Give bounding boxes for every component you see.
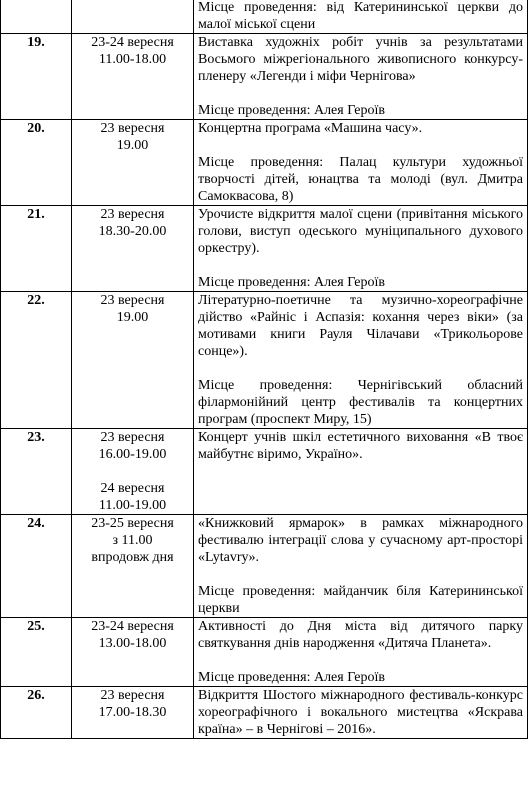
table-row bbox=[1, 206, 528, 292]
row-description bbox=[194, 120, 528, 206]
row-description bbox=[194, 206, 528, 292]
row-date bbox=[72, 120, 194, 206]
desc-paragraph: Урочисте відкриття малої сцени (привітання міського голови, виступ одеського муніципального духового оркестру). bbox=[198, 207, 523, 256]
desc-gap bbox=[198, 137, 523, 154]
time-line: 17.00-18.30 bbox=[98, 705, 167, 720]
date-line: 23 вересня bbox=[100, 430, 165, 445]
desc-gap bbox=[198, 652, 523, 669]
desc-paragraph: «Книжковий ярмарок» в рамках міжнародного фестивалю інтеграції слова у сучасному арт-просторі «Lytavry». bbox=[198, 516, 523, 565]
desc-gap bbox=[198, 257, 523, 274]
time-line: 18.30-20.00 bbox=[98, 224, 167, 239]
desc-venue: Місце проведення: Алея Героїв bbox=[198, 670, 385, 685]
desc-paragraph: Відкриття Шостого міжнародного фестиваль-конкурс хореографічного і вокального мистецтва «Яскрава країна» – в Чернігові – 2016». bbox=[198, 688, 523, 737]
date-gap bbox=[76, 463, 189, 480]
time-line: 16.00-19.00 bbox=[98, 447, 167, 462]
date-line: 23 вересня bbox=[100, 121, 165, 136]
desc-venue: Місце проведення: Алея Героїв bbox=[198, 103, 385, 118]
row-number: 22. bbox=[1, 292, 72, 429]
row-date bbox=[72, 429, 194, 515]
time-line: 13.00-18.00 bbox=[98, 636, 167, 651]
row-number: 20. bbox=[1, 120, 72, 206]
desc-gap bbox=[198, 85, 523, 102]
time-line: з 11.00 bbox=[112, 533, 153, 548]
row-number: 19. bbox=[1, 34, 72, 120]
row-description bbox=[194, 0, 528, 34]
row-date bbox=[72, 34, 194, 120]
desc-venue: Місце проведення: майданчик біля Катерининської церкви bbox=[198, 584, 523, 616]
row-date bbox=[72, 206, 194, 292]
row-description bbox=[194, 292, 528, 429]
desc-paragraph: Концертна програма «Машина часу». bbox=[198, 121, 423, 136]
desc-gap bbox=[198, 360, 523, 377]
desc-venue: Місце проведення: Палац культури художньої творчості дітей, юнацтва та молоді (вул. Дмитра Самоквасова, 8) bbox=[198, 155, 523, 204]
table-row bbox=[1, 120, 528, 206]
table-row bbox=[1, 515, 528, 618]
date-line: 23 вересня bbox=[100, 207, 165, 222]
desc-paragraph: Літературно-поетичне та музично-хореографічне дійство «Райніс і Аспазія: кохання через віки» (за мотивами книги Рауля Чілачави «Трикольорове сонце»). bbox=[198, 293, 523, 359]
table-row bbox=[1, 618, 528, 687]
row-date bbox=[72, 687, 194, 739]
time-note: впродовж дня bbox=[91, 550, 174, 565]
date-line: 23-25 вересня bbox=[91, 516, 174, 531]
row-description bbox=[194, 687, 528, 739]
time-line: 11.00-19.00 bbox=[98, 498, 167, 513]
desc-venue: Місце проведення: Алея Героїв bbox=[198, 275, 385, 290]
date-line: 23-24 вересня bbox=[91, 35, 174, 50]
row-date bbox=[72, 618, 194, 687]
time-line: 11.00-18.00 bbox=[98, 52, 167, 67]
row-description bbox=[194, 34, 528, 120]
desc-paragraph: Виставка художніх робіт учнів за результатами Восьмого міжрегіонального живописного конкурсу-пленеру «Легенди і міфи Чернігова» bbox=[198, 35, 523, 84]
row-description bbox=[194, 429, 528, 515]
time-line: 19.00 bbox=[116, 310, 149, 325]
date-line: 23 вересня bbox=[100, 293, 165, 308]
row-number: 21. bbox=[1, 206, 72, 292]
desc-paragraph: Активності до Дня міста від дитячого парку святкування днів народження «Дитяча Планета». bbox=[198, 619, 523, 651]
row-number: 26. bbox=[1, 687, 72, 739]
row-date bbox=[72, 515, 194, 618]
row-date bbox=[72, 0, 194, 34]
desc-paragraph: Місце проведення: від Катерининської церкви до малої міської сцени bbox=[198, 0, 523, 32]
table-row bbox=[1, 34, 528, 120]
row-description bbox=[194, 515, 528, 618]
row-number bbox=[1, 0, 72, 34]
desc-gap bbox=[198, 566, 523, 583]
table-row bbox=[1, 292, 528, 429]
row-number: 23. bbox=[1, 429, 72, 515]
desc-paragraph: Концерт учнів шкіл естетичного виховання «В твоє майбутнє віримо, Україно». bbox=[198, 430, 523, 462]
table-row bbox=[1, 429, 528, 515]
table-row bbox=[1, 0, 528, 34]
table-row bbox=[1, 687, 528, 739]
row-number: 25. bbox=[1, 618, 72, 687]
date-line: 23 вересня bbox=[100, 688, 165, 703]
time-line: 19.00 bbox=[116, 138, 149, 153]
row-date bbox=[72, 292, 194, 429]
row-description bbox=[194, 618, 528, 687]
row-number: 24. bbox=[1, 515, 72, 618]
desc-venue: Місце проведення: Чернігівський обласний філармонійний центр фестивалів та концертних програм (проспект Миру, 15) bbox=[198, 378, 523, 427]
date-line: 23-24 вересня bbox=[91, 619, 174, 634]
date-line: 24 вересня bbox=[100, 481, 165, 496]
